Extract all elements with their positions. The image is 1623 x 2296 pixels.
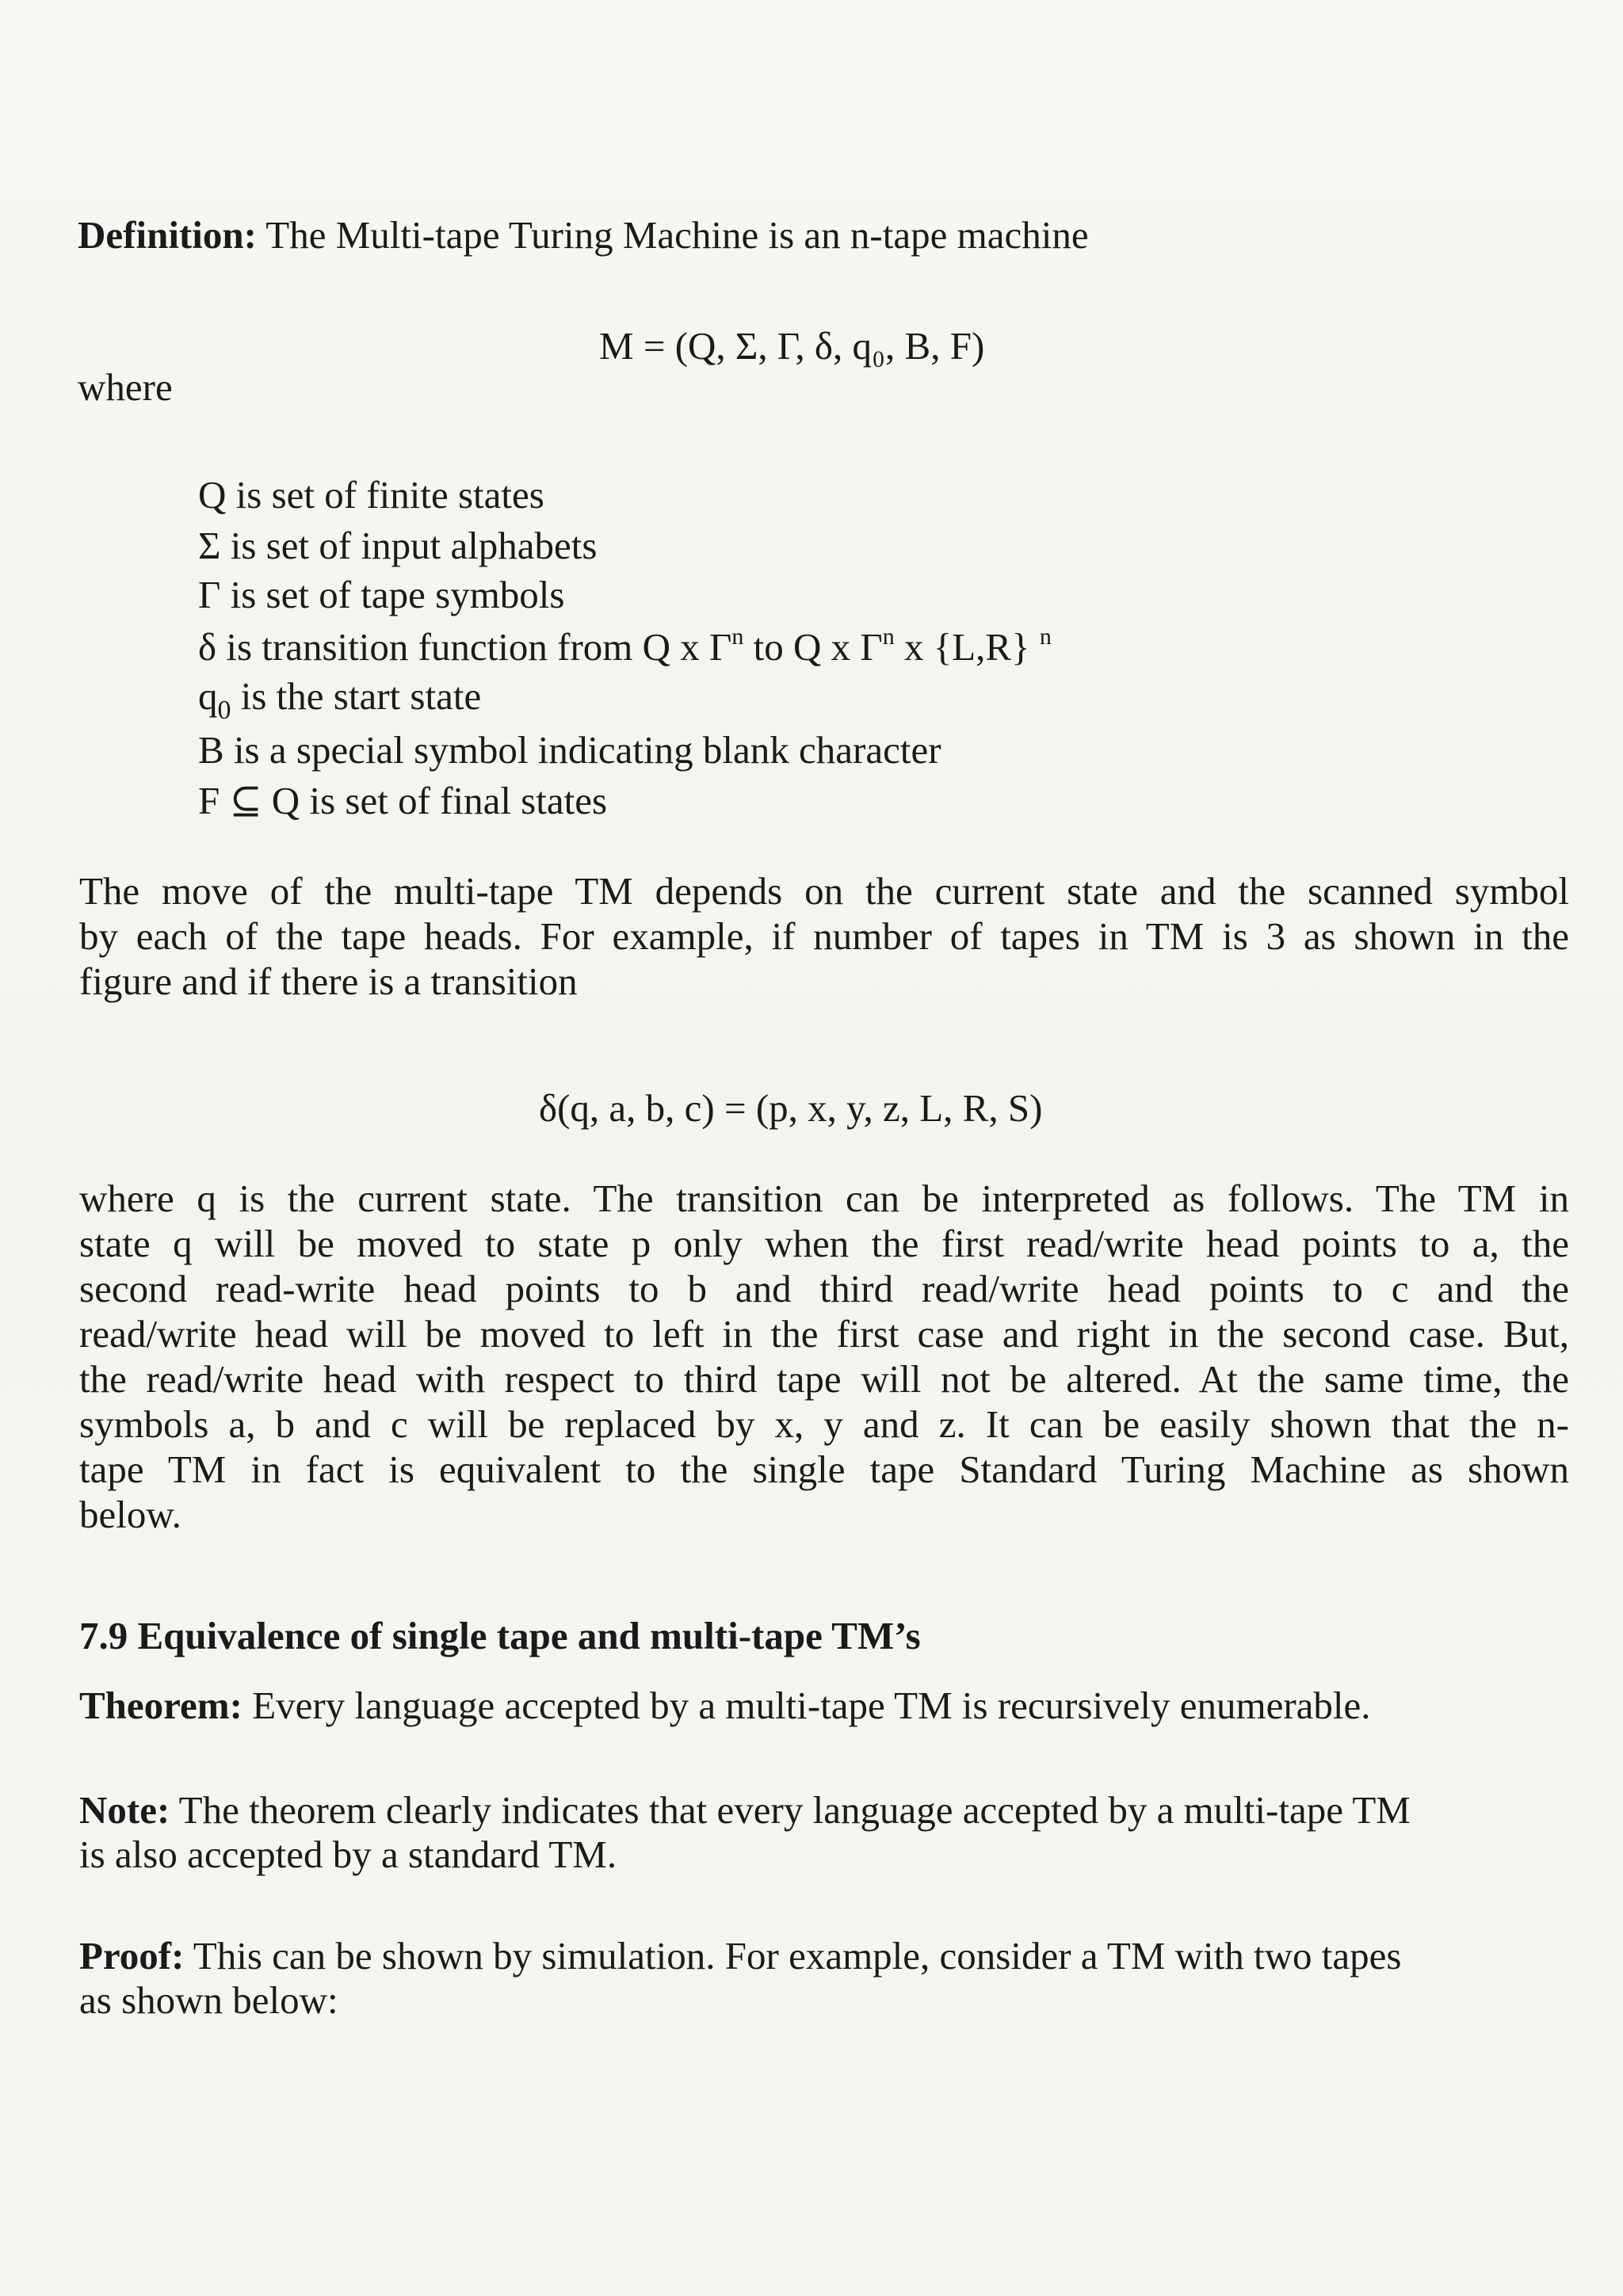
paragraph-line: where q is the current state. The transition can be interpreted as follows. The TM in (79, 1177, 1569, 1220)
component-description: is set of tape symbols (220, 573, 565, 616)
component-description-mid: to Q x Γ (743, 625, 883, 669)
superscript-n: n (731, 624, 744, 650)
paragraph-line: state q will be moved to state p only when the first read/write head points to a, the (79, 1222, 1569, 1265)
paragraph-transition-interpretation (79, 1176, 1569, 1537)
note-line-1 (79, 1788, 1411, 1832)
component-symbol: B (198, 728, 224, 772)
component-description: is set of finite states (226, 473, 544, 517)
paragraph-line: figure and if there is a transition (79, 959, 578, 1003)
component-description: is set of input alphabets (220, 524, 598, 567)
component-description: is transition function from Q x Γ (216, 625, 732, 669)
paragraph-line: symbols a, b and c will be replaced by x, y and z. It can be easily shown that the n- (79, 1402, 1569, 1446)
definition-label: Definition: (78, 213, 257, 257)
paragraph-line: read/write head will be moved to left in the first case and right in the second case. But, (79, 1312, 1569, 1356)
component-start-state (198, 674, 482, 725)
component-symbol: F ⊆ Q (198, 779, 300, 822)
note-text: The theorem clearly indicates that every language accepted by a multi-tape TM (170, 1788, 1411, 1832)
component-transition-function (198, 624, 1052, 669)
component-symbol: q (198, 674, 218, 718)
paragraph-line: by each of the tape heads. For example, if number of tapes in TM is 3 as shown in the (79, 914, 1569, 958)
theorem-line (79, 1686, 1371, 1725)
component-blank-symbol (198, 728, 941, 772)
component-final-states (198, 781, 607, 820)
paragraph-tape-move (79, 868, 1569, 1004)
paragraph-line: second read-write head points to b and third read/write head points to c and the (79, 1267, 1569, 1310)
proof-label: Proof: (79, 1934, 185, 1978)
section-heading: 7.9 Equivalence of single tape and multi-tape TM’s (79, 1614, 921, 1657)
component-description-tail: x {L,R} (894, 625, 1040, 669)
component-tape-symbols (198, 575, 565, 614)
superscript-n: n (1039, 624, 1052, 650)
component-description: is set of final states (300, 779, 608, 822)
paragraph-line: below. (79, 1493, 181, 1536)
component-symbol: Σ (198, 524, 221, 567)
paragraph-line: The move of the multi-tape TM depends on the current state and the scanned symbol (79, 869, 1569, 913)
note-line-2: is also accepted by a standard TM. (79, 1833, 617, 1876)
note-label: Note: (79, 1788, 170, 1832)
theorem-label: Theorem: (79, 1684, 242, 1727)
transition-formula: δ(q, a, b, c) = (p, x, y, z, L, R, S) (539, 1086, 1043, 1130)
component-description: is the start state (231, 674, 482, 718)
component-states (198, 473, 544, 517)
subscript-zero: 0 (217, 696, 231, 725)
proof-line-1 (79, 1934, 1402, 1978)
superscript-n: n (882, 624, 895, 650)
definition-text: The Multi-tape Turing Machine is an n-tape machine (256, 213, 1089, 257)
component-symbol: Q (198, 473, 227, 517)
machine-tuple: M = (Q, Σ, Γ, δ, q₀, B, F) (599, 324, 985, 368)
component-symbol: Γ (198, 573, 221, 616)
theorem-text: Every language accepted by a multi-tape TM is recursively enumerable. (242, 1684, 1371, 1727)
where-label: where (78, 365, 173, 409)
proof-text: This can be shown by simulation. For example, consider a TM with two tapes (184, 1934, 1402, 1978)
component-input-alphabet (198, 526, 597, 565)
component-description: is a special symbol indicating blank character (223, 728, 941, 772)
definition-line (78, 213, 1089, 257)
proof-line-2: as shown below: (79, 1978, 338, 2022)
paragraph-line: the read/write head with respect to third tape will not be altered. At the same time, the (79, 1357, 1569, 1401)
component-symbol: δ (198, 625, 217, 669)
paragraph-line: tape TM in fact is equivalent to the single tape Standard Turing Machine as shown (79, 1447, 1569, 1491)
